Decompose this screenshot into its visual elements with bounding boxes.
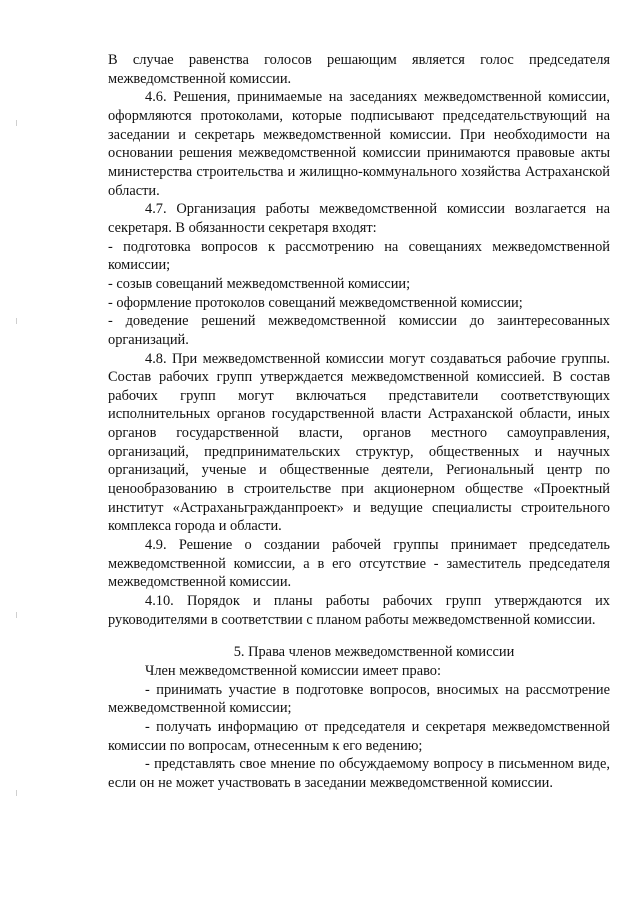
paragraph-4-6: 4.6. Решения, принимаемые на заседаниях межведомственной комиссии, оформляются протоколами, которые подписывают председательствующий на заседании и секретарь межведомственной комиссии. При необходимости на основании решения межведомственной комиссии принимаются правовые акты министерства строительства и жилищно-коммунального хозяйства Астраханской области. (108, 89, 610, 199)
list-item-convening: - созыв совещаний межведомственной комиссии; (108, 275, 411, 292)
document-body (108, 51, 610, 793)
scan-margin-mark (16, 318, 17, 324)
list-item-minutes: - оформление протоколов совещаний межведомственной комиссии; (108, 294, 523, 311)
list-item-preparation: - подготовка вопросов к рассмотрению на совещаниях межведомственной комиссии; (108, 238, 610, 274)
section-heading: 5. Права членов межведомственной комиссии (233, 644, 515, 661)
paragraph-4-10: 4.10. Порядок и планы работы рабочих групп утверждаются их руководителями в соответствии с планом работы межведомственной комиссии. (108, 593, 610, 628)
list-item-participate: - принимать участие в подготовке вопросов, вносимых на рассмотрение межведомственной комиссии; (108, 681, 610, 717)
scan-margin-mark (16, 612, 17, 618)
list-item-receive-info: - получать информацию от председателя и секретаря межведомственной комиссии по вопросам, отнесенным к его ведению; (108, 718, 610, 754)
scan-margin-mark (16, 790, 17, 796)
section-spacer (108, 629, 610, 643)
paragraph-member-rights-intro: Член межведомственной комиссии имеет право: (145, 663, 441, 679)
paragraph-4-8: 4.8. При межведомственной комиссии могут создаваться рабочие группы. Состав рабочих групп утверждается межведомственной комиссией. В состав рабочих групп могут включаться представители соответствующих исполнительных органов государственной власти Астраханской области, иных органов государственной власти, органов местного самоуправления, организаций, предпринимательских структур, общественных и научных организаций, ученые и общественные деятели, Региональный центр по ценообразованию в строительстве при акционерном обществе «Проектный институт «Астраханьгражданпроект» и ведущие специалисты строительного комплекса города и области. (108, 350, 610, 535)
paragraph-tie-vote: В случае равенства голосов решающим является голос председателя межведомственной комиссии. (108, 52, 610, 87)
paragraph-4-7: 4.7. Организация работы межведомственной комиссии возлагается на секретаря. В обязанности секретаря входят: (108, 201, 610, 236)
paragraph-4-9: 4.9. Решение о создании рабочей группы принимает председатель межведомственной комиссии, а в его отсутствие - заместитель председателя межведомственной комиссии. (108, 537, 610, 591)
scan-margin-mark (16, 120, 17, 126)
list-item-communication: - доведение решений межведомственной комиссии до заинтересованных организаций. (108, 313, 610, 348)
list-item-written-opinion: - представлять свое мнение по обсуждаемому вопросу в письменном виде, если он не может участвовать в заседании межведомственной комиссии. (108, 756, 610, 791)
